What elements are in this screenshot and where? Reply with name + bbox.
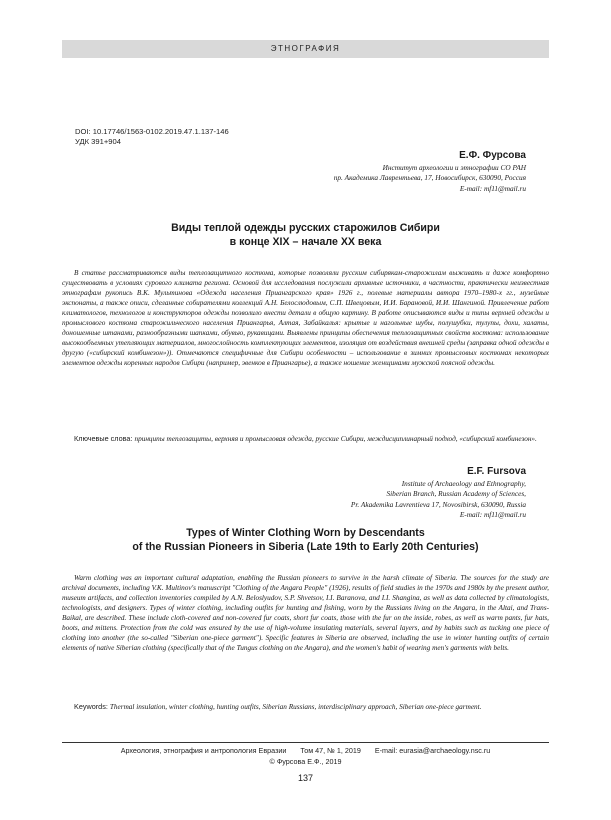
en-title-line: Types of Winter Clothing Worn by Descendants <box>186 527 425 539</box>
en-keywords-label: Keywords: <box>74 702 108 711</box>
ru-keywords-label: Ключевые слова: <box>74 434 133 443</box>
en-title-line: of the Russian Pioneers in Siberia (Late 19th to Early 20th Centuries) <box>132 540 479 553</box>
ru-author-block <box>334 150 526 194</box>
ru-affiliation-line: пр. Академика Лаврентьева, 17, Новосибирск, 630090, Россия <box>333 173 526 183</box>
en-author-block <box>351 466 526 520</box>
doi: DOI: 10.17746/1563-0102.2019.47.1.137-146 <box>75 127 229 136</box>
footer-journal-info <box>62 746 549 755</box>
footer-email: E-mail: eurasia@archaeology.nsc.ru <box>374 746 491 755</box>
en-keywords-text: Thermal insulation, winter clothing, hunting outfits, Siberian Russians, interdisciplinary approach, Siberian one-piece garment. <box>109 703 482 711</box>
section-header: ЭТНОГРАФИЯ <box>62 40 549 58</box>
en-author-name: E.F. Fursova <box>467 466 526 477</box>
footer-copyright: © Фурсова Е.Ф., 2019 <box>269 757 342 766</box>
ru-title-line: в конце XIX – начале XX века <box>229 235 382 248</box>
ru-keywords-text: принципы теплозащиты, верхняя и промысловая одежда, русские Сибири, междисциплинарный подход, «сибирский комбинезон». <box>134 435 537 443</box>
ru-affiliation-email: E-mail: mf11@mail.ru <box>459 183 526 193</box>
udk-code: УДК 391+904 <box>75 137 121 146</box>
en-article-title <box>62 527 549 554</box>
ru-article-title <box>62 222 549 249</box>
en-affiliation-line: Siberian Branch, Russian Academy of Sciences, <box>386 489 526 499</box>
en-affiliation-line: Institute of Archaeology and Ethnography, <box>401 479 526 488</box>
footer-volume: Том 47, № 1, 2019 <box>300 746 361 755</box>
ru-abstract: В статье рассматриваются виды теплозащитного костюма, которые позволяли русским сибирякам-старожилам выживать и даже комфортно существовать в условиях сурового климата региона. Основой для исследования послужили архивные источники, в частности, практически неизвестная этнографам рукопись В.К. Мультинова «Одежда населения Приангарского края» 1926 г., полевые материалы автора 1970–1980-х гг., музейные экспонаты, а также описи, сделанные собирателями коллекций А.Н. Белослюдовым, С.П. Швецовым, И.И. Барановой, И.И. Шангиной. Привлечение работ климатологов, технологов и конструкторов одежды позволило внести детали в общую картину. В работе описываются виды и типы верхней одежды и промыслового костюма старожильческого населения Приангарья, Алтая, Забайкалья: крытые и нагольные шубы, полушубки, тулупы, дохи, халаты, доношенные штанами, разнообразными шапками, обувью, рукавицами. Выявлены принципы обеспечения теплозащитных свойств костюма: использование высокообъемных утепляющих материалов, многослойность комплектующих элементов, изоляция от воздействия внешней среды (заправка одной одежды в другую («сибирский комбинезон»)). Отмечаются специфичные для Сибири особенности – использование в зимних промысловых костюмах некоторых элементов одежды коренных народов Сибири (например, эвенков в Приангарье), а также ношение женщинами мужской поясной одежды. <box>62 269 549 368</box>
footer-journal-name: Археология, этнография и антропология Евразии <box>120 746 287 755</box>
page-number: 137 <box>297 773 314 783</box>
footer-divider <box>62 742 549 743</box>
en-affiliation-line: Pr. Akademika Lavrentieva 17, Novosibirsk, 630090, Russia <box>350 499 526 509</box>
ru-affiliation-line: Институт археологии и этнографии СО РАН <box>382 163 526 172</box>
ru-author-name: Е.Ф. Фурсова <box>459 150 526 161</box>
en-keywords <box>62 702 549 712</box>
en-abstract: Warm clothing was an important cultural adaptation, enabling the Russian pioneers to survive in the harsh climate of Siberia. The sources for the study are archival documents, including V.K. Multinov's manuscript "Clothing of the Angara People" (1926), results of field studies in the 1970s and 1980s by the present author, museum artifacts, and collection inventories compiled by A.N. Beloslyudov, S.P. Shvetsov, I.I. Baranova, and I.I. Shangina, as well as data collected by climatologists, technologists, and designers. Types of winter clothing, including outfits for hunting and fishing, worn by the Russians living on the Angara, in the Altai, and Trans-Baikal, are described. These include cloth-covered and non-covered fur coats, short fur coats, those with the fur on the inside, robes, as well as warm pants, fur hats, boots, and mittens. Protection from the cold was ensured by the use of high-volume insulating materials, several layers, and by habits such as tucking one piece of clothing into another (the so-called "Siberian one-piece garment"). Specific features in Siberia are observed, including the use in winter hunting outfits of certain elements of native Siberian clothing (specifically that of the Tungus clothing on the Angara), and the women's habit of wearing men's garments with belts. <box>62 574 549 653</box>
ru-title-line: Виды теплой одежды русских старожилов Сибири <box>171 222 440 234</box>
ru-keywords <box>62 434 549 444</box>
en-affiliation-email: E-mail: mf11@mail.ru <box>459 509 526 519</box>
